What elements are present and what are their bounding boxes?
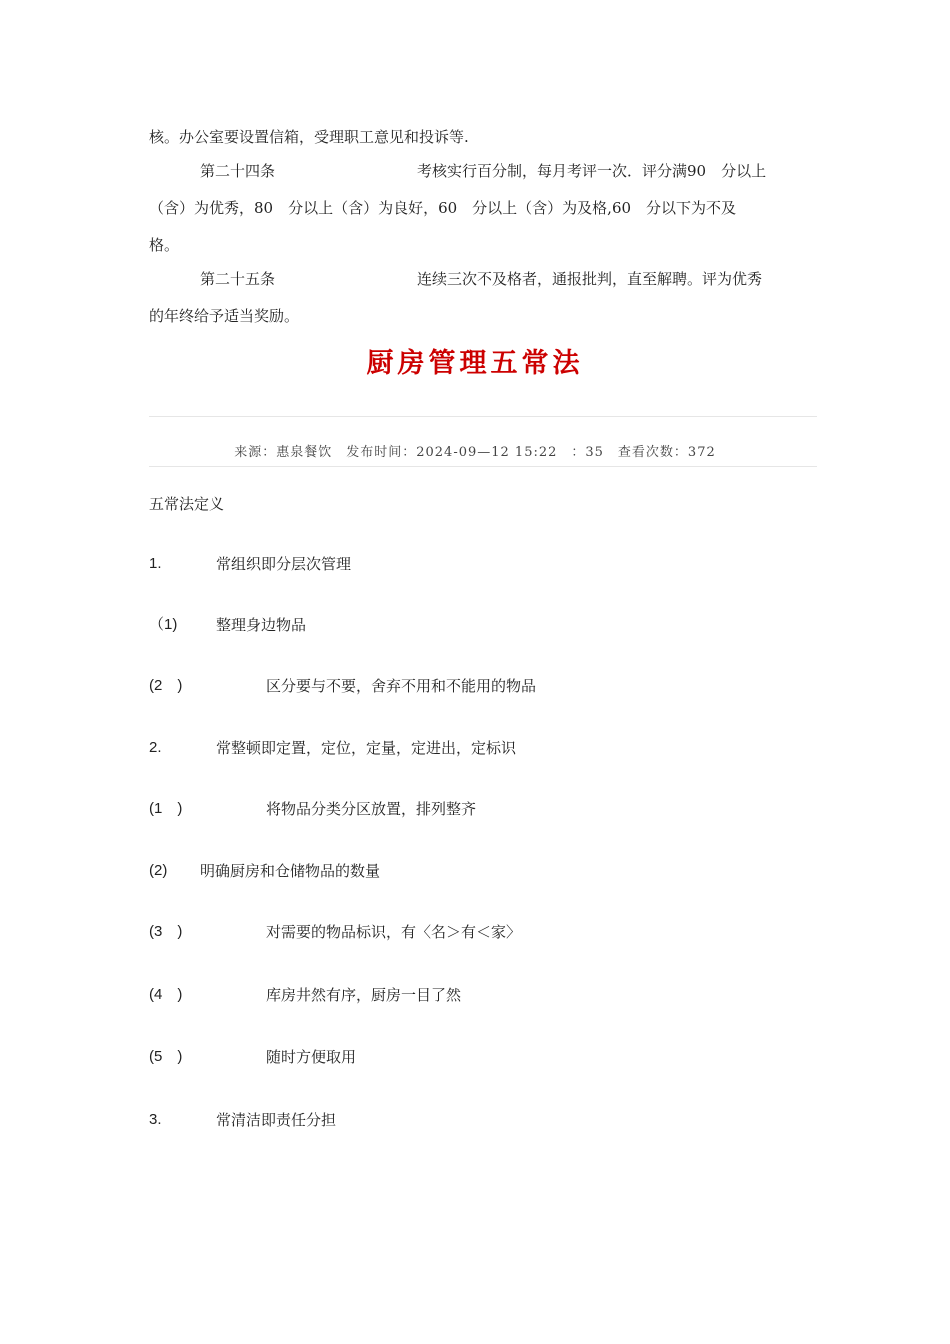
article-25-line-2: 的年终给予适当奖励。 <box>149 307 300 325</box>
list-item-text: 随时方便取用 <box>266 1048 357 1066</box>
list-item-text: 区分要与不要，舍弃不用和不能用的物品 <box>266 677 537 695</box>
list-item-number: (4 ) <box>149 986 183 1003</box>
list-item-text: 将物品分类分区放置，排列整齐 <box>266 800 477 818</box>
list-item-text: 常整顿即定置，定位，定量，定进出，定标识 <box>216 739 517 757</box>
article-24-label: 第二十四条 <box>200 162 276 180</box>
article-25-label: 第二十五条 <box>200 270 276 288</box>
list-item-number: 1. <box>149 555 162 572</box>
article-24-line-1: 考核实行百分制，每月考评一次．评分满90 分以上 <box>417 162 767 180</box>
article-24-line-2: （含）为优秀，80 分以上（含）为良好，60 分以上（含）为及格,60 分以下为不及 <box>149 199 737 217</box>
list-item-number: 2. <box>149 739 162 756</box>
list-item-text: 库房井然有序，厨房一目了然 <box>266 986 462 1004</box>
divider-bottom <box>149 466 817 467</box>
list-item-number: (1 ) <box>149 800 183 817</box>
article-24-line-3: 格。 <box>149 236 180 254</box>
article-25-line-1: 连续三次不及格者，通报批判，直至解聘。评为优秀 <box>417 270 763 288</box>
list-item-text: 对需要的物品标识，有〈名＞有＜家〉 <box>266 923 522 941</box>
list-item-number: (5 ) <box>149 1048 183 1065</box>
list-item-number: (2 ) <box>149 677 183 694</box>
list-item-number: (3 ) <box>149 923 183 940</box>
list-item-number: 3. <box>149 1111 162 1128</box>
list-item-text: 整理身边物品 <box>216 616 307 634</box>
list-item-number: （1) <box>149 616 178 633</box>
divider-top <box>149 416 817 417</box>
list-item-number: (2) <box>149 862 168 879</box>
section-heading: 五常法定义 <box>149 495 225 513</box>
list-item-text: 常清洁即责任分担 <box>216 1111 337 1129</box>
intro-line-1: 核。办公室要设置信箱，受理职工意见和投诉等. <box>149 128 469 146</box>
list-item-text: 常组织即分层次管理 <box>216 555 352 573</box>
list-item-text: 明确厨房和仓储物品的数量 <box>200 862 381 880</box>
article-meta: 来源：惠泉餐饮 发布时间：2024-09—12 15:22 ：35 查看次数：372 <box>234 445 716 460</box>
article-title: 厨房管理五常法 <box>366 348 584 379</box>
